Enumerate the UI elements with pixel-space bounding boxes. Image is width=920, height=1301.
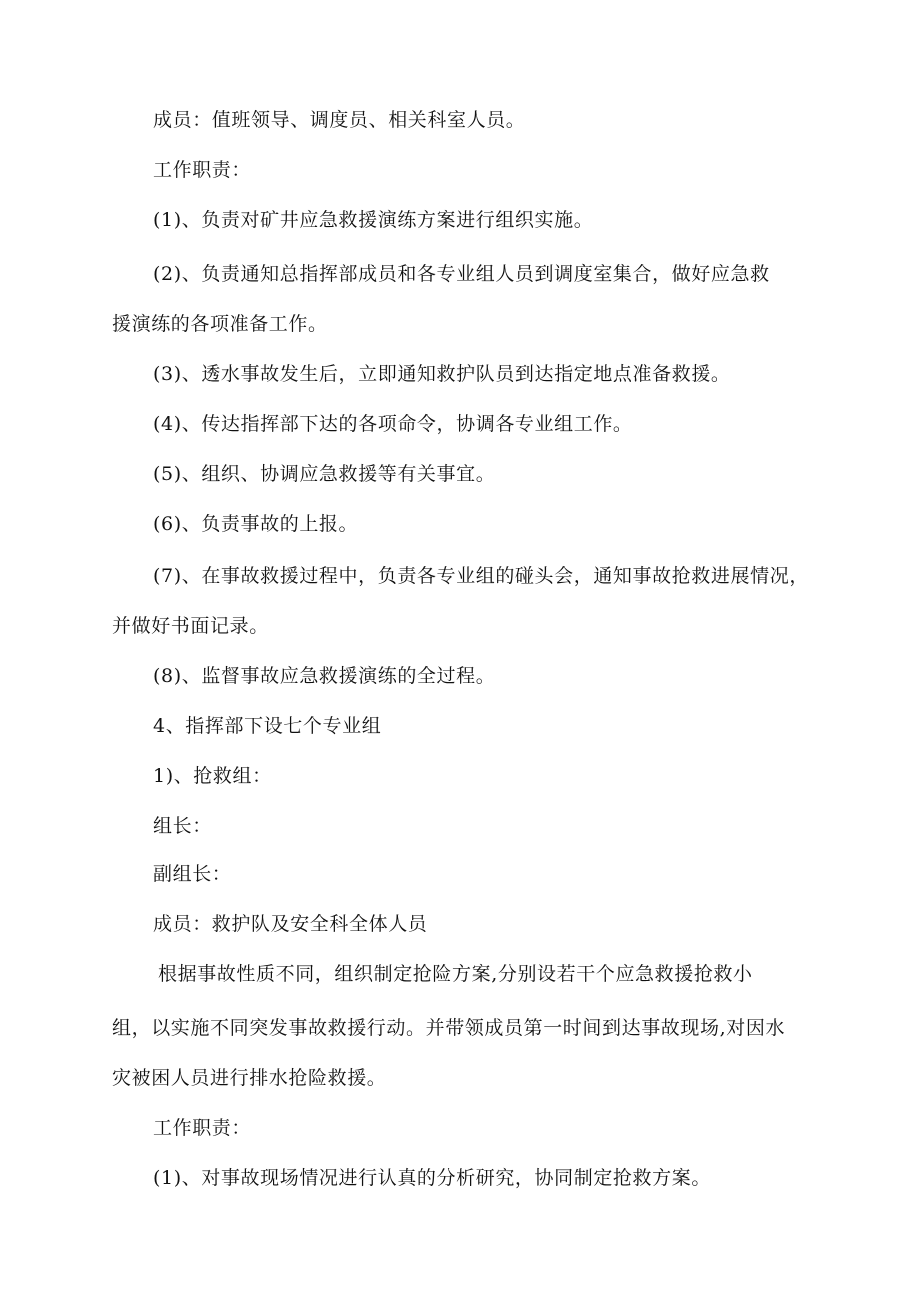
rescue-duties-heading: 工作职责： [153,1117,252,1139]
duty-item-1: (1)、负责对矿井应急救援演练方案进行组织实施。 [153,209,594,231]
duties-heading: 工作职责： [153,159,252,181]
duty-item-7: (7)、在事故救援过程中，负责各专业组的碰头会，通知事故抢救进展情况， [153,565,809,587]
section-heading-groups: 4、指挥部下设七个专业组 [153,715,382,737]
duty-item-3: (3)、透水事故发生后，立即通知救护队员到达指定地点准备救援。 [153,363,731,385]
duty-item-8: (8)、监督事故应急救援演练的全过程。 [153,665,496,687]
rescue-duty-item-1: (1)、对事故现场情况进行认真的分析研究，协同制定抢救方案。 [153,1167,711,1189]
rescue-paragraph-line-2: 组，以实施不同突发事故救援行动。并带领成员第一时间到达事故现场,对因水 [112,1017,786,1039]
deputy-leader-label: 副组长： [153,863,232,885]
rescue-group-heading: 1)、抢救组： [153,765,272,787]
members-duty-line: 成员：值班领导、调度员、相关科室人员。 [153,109,526,131]
duty-item-6: (6)、负责事故的上报。 [153,513,359,535]
duty-item-2: (2)、负责通知总指挥部成员和各专业组人员到调度室集合，做好应急救 [153,263,770,285]
rescue-members-line: 成员：救护队及安全科全体人员 [153,913,428,935]
duty-item-5: (5)、组织、协调应急救援等有关事宜。 [153,463,496,485]
duty-item-7-continued: 并做好书面记录。 [112,615,269,637]
rescue-paragraph-line-1: 根据事故性质不同，组织制定抢险方案,分别设若干个应急救援抢救小 [158,963,753,985]
rescue-paragraph-line-3: 灾被困人员进行排水抢险救援。 [112,1067,387,1089]
group-leader-label: 组长： [153,815,212,837]
duty-item-4: (4)、传达指挥部下达的各项命令，协调各专业组工作。 [153,413,633,435]
duty-item-2-continued: 援演练的各项准备工作。 [112,313,328,335]
